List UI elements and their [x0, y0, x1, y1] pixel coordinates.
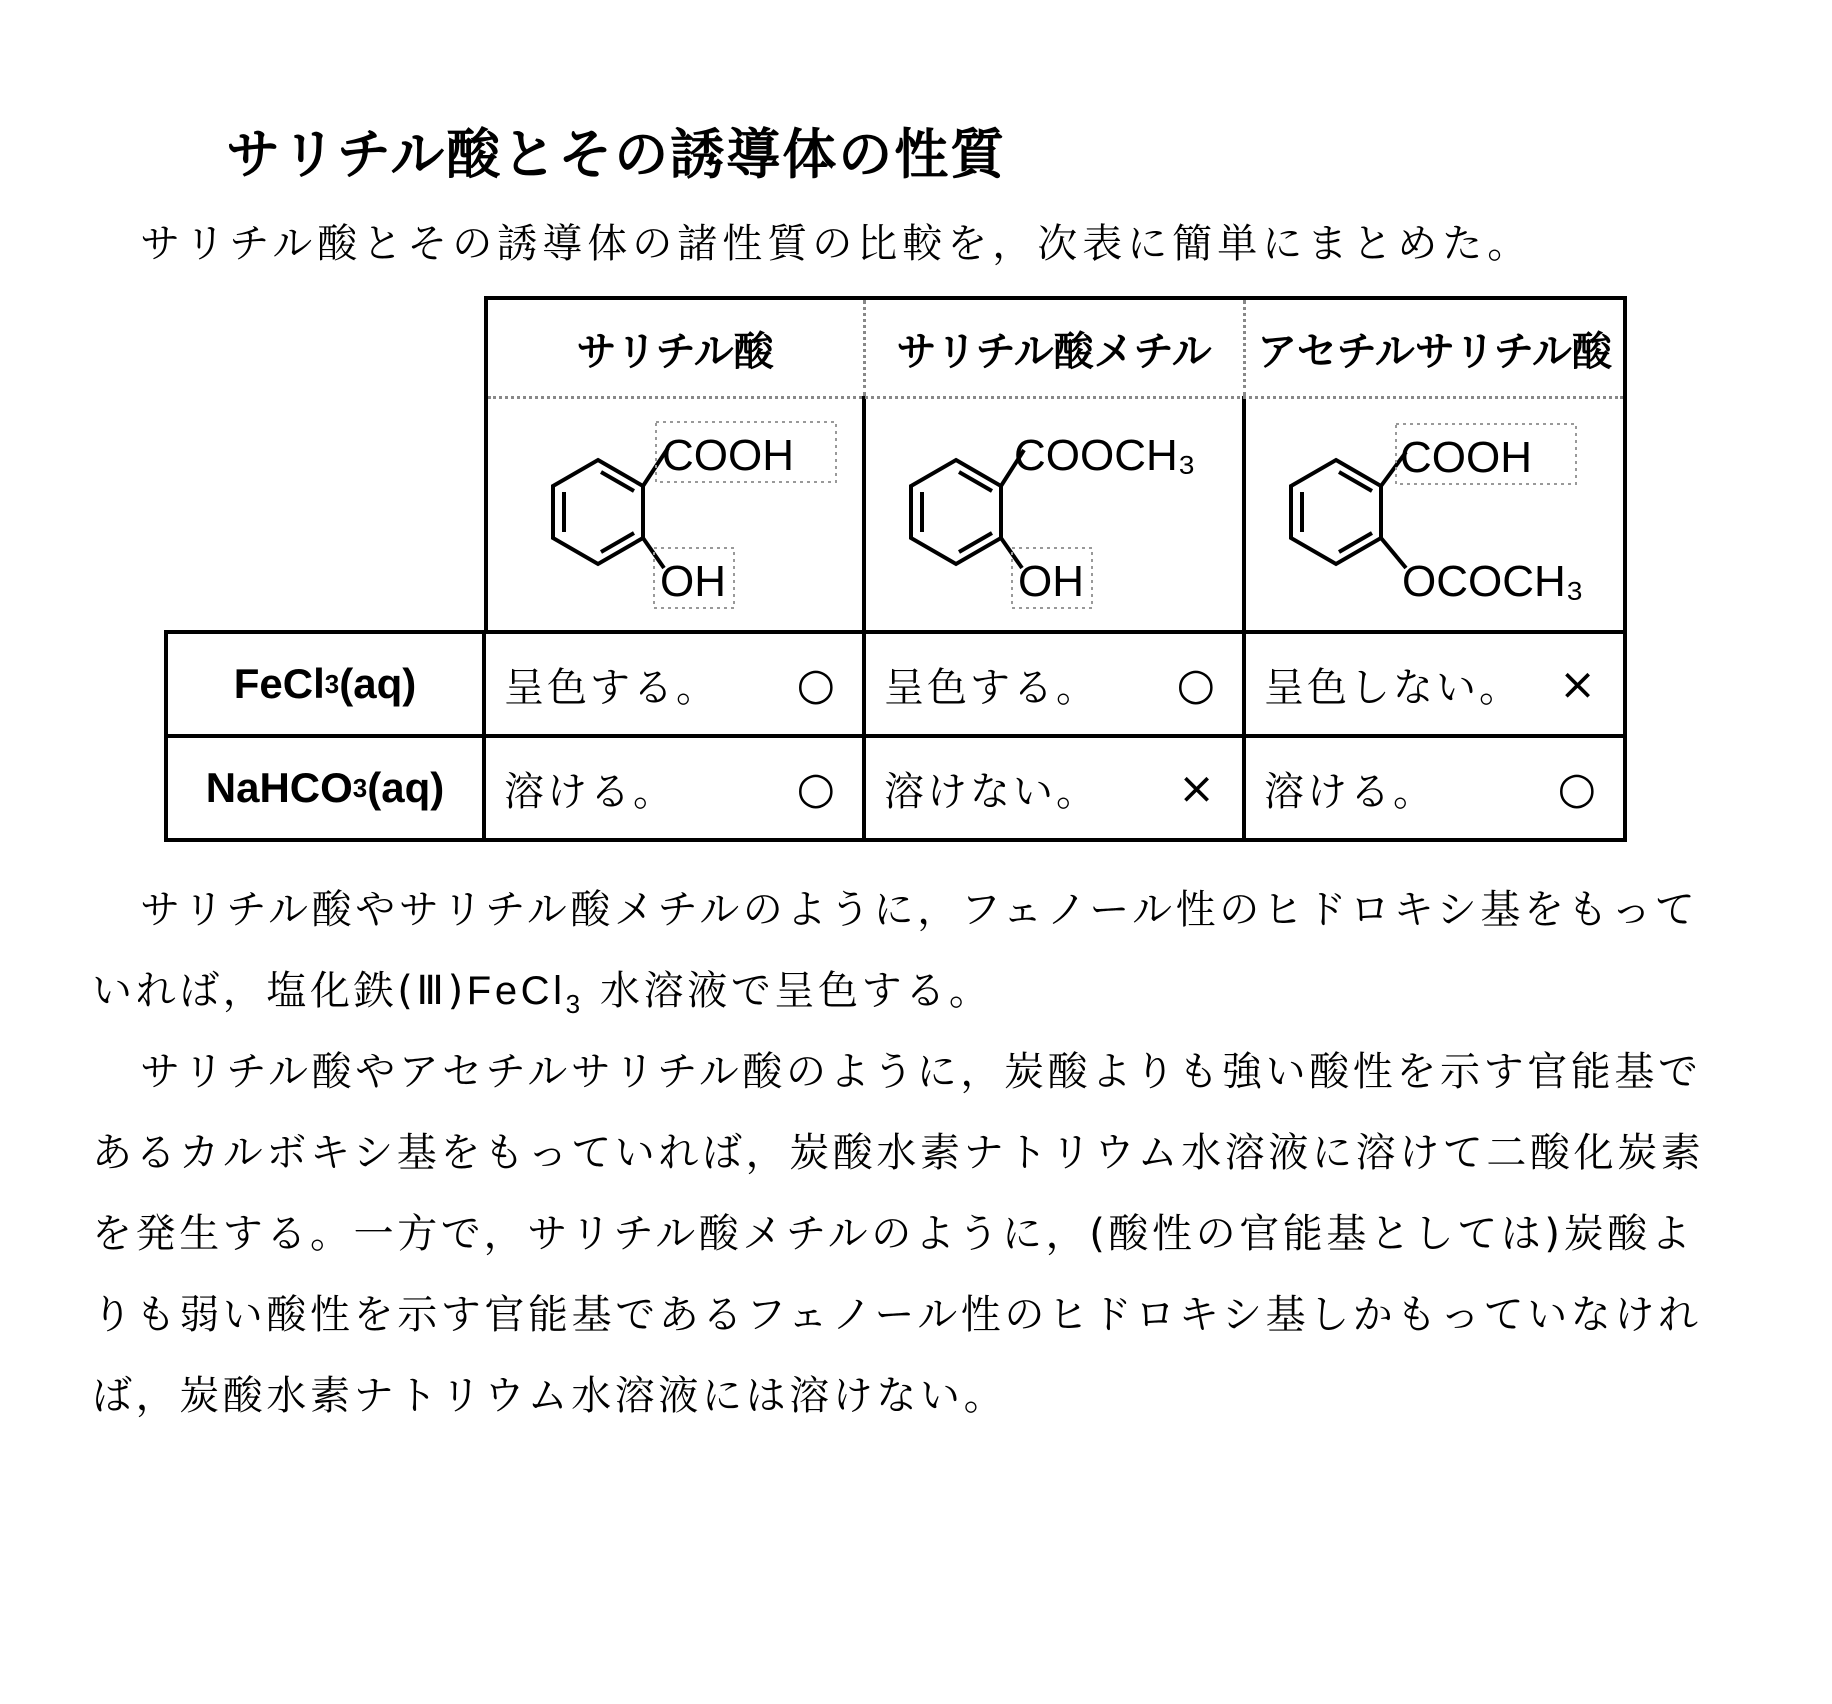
result-mark: ○	[796, 658, 838, 710]
structure-acetylsalicylic-acid	[1246, 400, 1623, 630]
intro-text: サリチル酸とその誘導体の諸性質の比較を，次表に簡単にまとめた。	[140, 221, 1533, 267]
result-fecl3-methyl-salicylate: 呈色する。 ○	[884, 658, 1218, 711]
result-mark: ○	[796, 762, 838, 814]
group-cooh: COOH	[1400, 433, 1532, 482]
group-cooh: COOH	[662, 431, 794, 480]
group-cooch3: COOCH₃	[1014, 431, 1196, 480]
row-reagent-nahco3: NaHCO 3 (aq)	[205, 764, 445, 811]
result-nahco3-methyl-salicylate: 溶けない。 ×	[884, 762, 1218, 815]
result-mark: ○	[1176, 658, 1218, 710]
result-nahco3-acetylsalicylic-acid: 溶ける。 ○	[1264, 762, 1599, 815]
group-oh: OH	[660, 557, 726, 606]
group-ococh3: OCOCH₃	[1402, 557, 1584, 606]
result-mark: ○	[1557, 762, 1599, 814]
structure-methyl-salicylate	[866, 400, 1242, 630]
structure-salicylic-acid	[488, 400, 862, 630]
result-fecl3-acetylsalicylic-acid: 呈色しない。 ×	[1264, 658, 1599, 711]
group-oh: OH	[1018, 557, 1084, 606]
page-title: サリチル酸とその誘導体の性質	[226, 123, 1007, 186]
column-header-salicylic-acid: サリチル酸	[576, 328, 774, 375]
result-fecl3-salicylic-acid: 呈色する。 ○	[504, 658, 838, 711]
column-header-acetylsalicylic-acid: アセチルサリチル酸	[1257, 328, 1612, 375]
result-mark: ×	[1559, 658, 1599, 710]
column-header-methyl-salicylate: サリチル酸メチル	[896, 328, 1212, 375]
paragraph-nahco3: サリチル酸やアセチルサリチル酸のように，炭酸よりも強い酸性を示す官能基であるカルボキシ基をもっていれば，炭酸水素ナトリウム水溶液に溶けて二酸化炭素を発生する。一方で，サリチル酸メチルのように，(酸性の官能基としては)炭酸よりも弱い酸性を示す官能基であるフェノール性のヒドロキシ基しかもっていなければ，炭酸水素ナトリウム水溶液には溶けない。	[92, 1049, 1705, 1419]
result-nahco3-salicylic-acid: 溶ける。 ○	[504, 762, 838, 815]
row-reagent-fecl3: FeCl 3 (aq)	[233, 660, 417, 707]
paragraph-fecl3: サリチル酸やサリチル酸メチルのように，フェノール性のヒドロキシ基をもっていれば，塩化鉄(Ⅲ)FeCl$_3$ 水溶液で呈色する。	[92, 887, 1699, 1019]
result-mark: ×	[1178, 762, 1218, 814]
